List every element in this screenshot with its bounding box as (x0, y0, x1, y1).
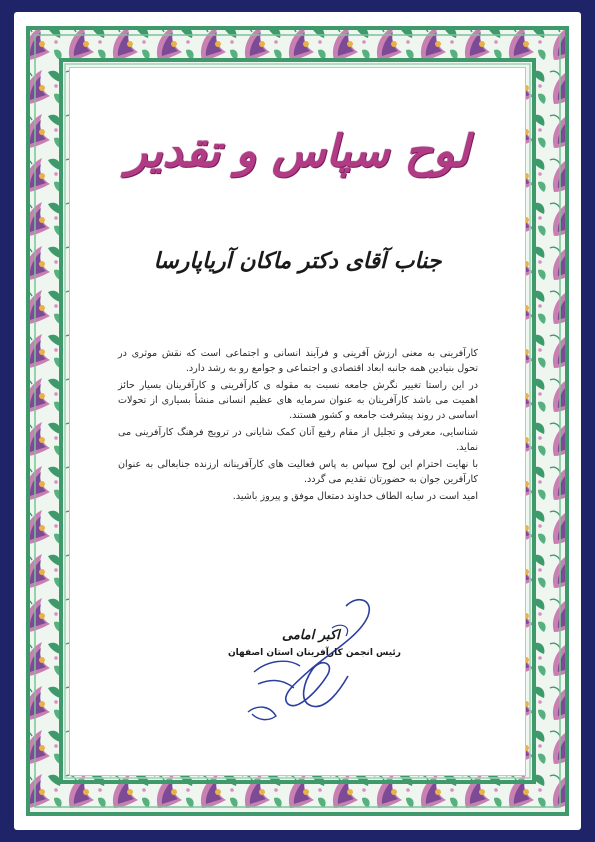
signer-title: رئیس انجمن کارآفرینان استان اصفهان (228, 648, 401, 658)
body-paragraph: با نهایت احترام این لوح سپاس به پاس فعالیت های کارآفرینانه ارزنده جنابعالی به عنوان کارآفرین جوان به حضورتان تقدیم می گردد. (118, 459, 478, 485)
body-paragraph: در این راستا تغییر نگرش جامعه نسبت به مقوله ی کارآفرینی و کارآفرینان بسیار حائز اهمیت می باشد کارآفرینان به عنوان سرمایه های عظیم انسانی منشأ بسیاری از تحولات اساسی در روند پیشرفت جامعه و کشور هستند. (118, 380, 478, 421)
body-paragraph: کارآفرینی به معنی ارزش آفرینی و فرآیند انسانی و اجتماعی است که نقش موثری در تحول بنیادین همه جانبه ابعاد اقتصادی و اجتماعی و جوامع رو به رشد دارد. (118, 348, 478, 374)
body-paragraph: شناسایی، معرفی و تجلیل از مقام رفیع آنان کمک شایانی در ترویج فرهنگ کارآفرینی می نماید. (118, 427, 478, 453)
recipient-name: جناب آقای دکتر ماکان آریاپارسا (153, 248, 442, 274)
signer-name: اکبر امامی (282, 628, 340, 643)
handwritten-signature (228, 592, 378, 736)
body-paragraph: امید است در سایه الطاف خداوند دمتعال موفق و پیروز باشید. (232, 491, 478, 502)
certificate-title: لوح سپاس و تقدیر (125, 126, 470, 177)
certificate-body (118, 346, 478, 506)
